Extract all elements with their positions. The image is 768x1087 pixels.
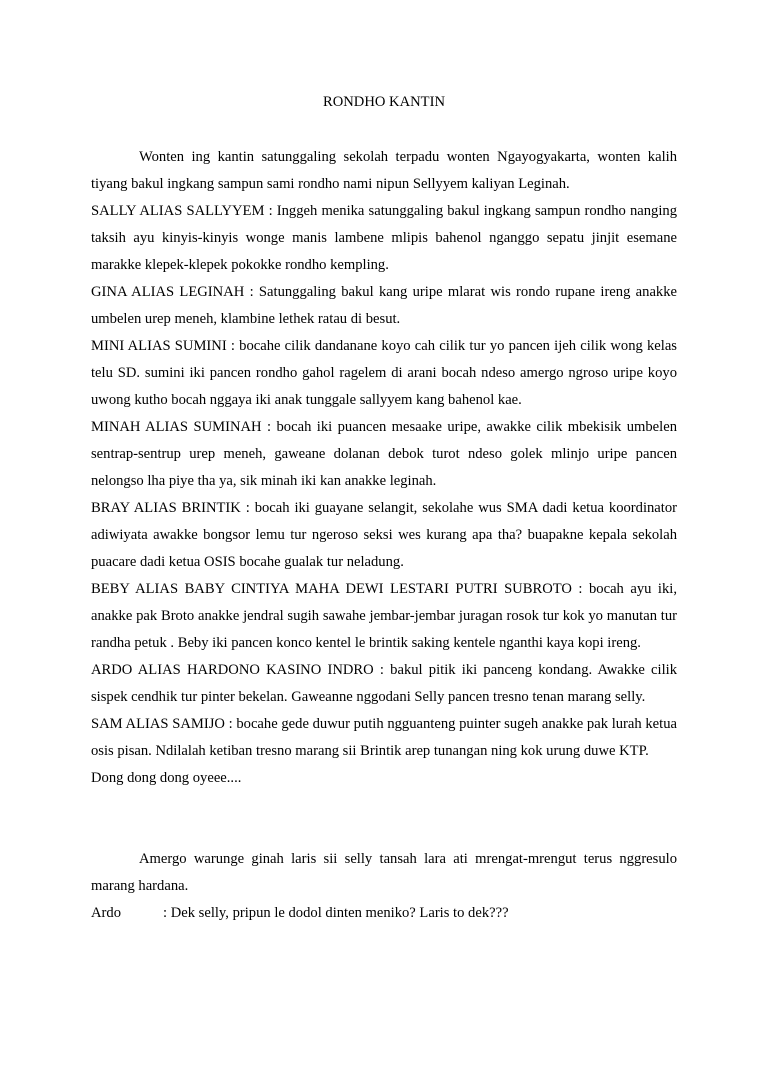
character-gina: GINA ALIAS LEGINAH : Satunggaling bakul kang uripe mlarat wis rondo rupane ireng anakke umbelen urep meneh, klambine lethek ratau di besut.: [91, 284, 677, 327]
paragraph-gap: [91, 792, 677, 846]
character-mini: MINI ALIAS SUMINI : bocahe cilik dandanane koyo cah cilik tur yo pancen ijeh cilik wong kelas telu SD. sumini iki pancen rondho gahol ragelem di arani bocah ndeso amergo ngroso uripe koyo uwong kutho bocah nggaya iki anak tunggale sallyyem kang bahenol kae.: [91, 338, 677, 408]
document-body: [91, 144, 677, 927]
dialogue-speaker: Ardo: [91, 905, 121, 921]
scene-intro: Amergo warunge ginah laris sii selly tansah lara ati mrengat-mrengut terus nggresulo marang hardana.: [91, 851, 677, 894]
character-ardo: ARDO ALIAS HARDONO KASINO INDRO : bakul pitik iki panceng kondang. Awakke cilik sispek cendhik tur pinter bekelan. Gaweanne nggodani Selly pancen tresno tenan marang selly.: [91, 662, 677, 705]
document-title: RONDHO KANTIN: [322, 94, 445, 110]
character-bray: BRAY ALIAS BRINTIK : bocah iki guayane selangit, sekolahe wus SMA dadi ketua koordinator adiwiyata awakke bongsor lemu tur ngeroso seksi wes kurang apa tha? buapakne kepala sekolah puacare dadi ketua OSIS bocahe gualak tur neladung.: [91, 500, 677, 570]
character-sam: SAM ALIAS SAMIJO : bocahe gede duwur putih ngguanteng puinter sugeh anakke pak lurah ketua osis pisan. Ndilalah ketiban tresno marang sii Brintik arep tunangan ning kok urung duwe KTP.: [91, 716, 677, 759]
intro-paragraph: Wonten ing kantin satunggaling sekolah terpadu wonten Ngayogyakarta, wonten kalih tiyang bakul ingkang sampun sami rondho nami nipun Sellyyem kaliyan Leginah.: [91, 149, 677, 192]
dialogue-text: : Dek selly, pripun le dodol dinten meniko? Laris to dek???: [163, 905, 509, 921]
dialogue-line: [91, 900, 677, 927]
closing-line: Dong dong dong oyeee....: [91, 770, 242, 786]
character-beby: BEBY ALIAS BABY CINTIYA MAHA DEWI LESTARI PUTRI SUBROTO : bocah ayu iki, anakke pak Broto anakke jendral sugih sawahe jembar-jembar juragan rosok tur kok yo manutan tur randha petuk . Beby iki pancen konco kentel le brintik saking kentele nganthi kaya kopi ireng.: [91, 581, 677, 651]
character-minah: MINAH ALIAS SUMINAH : bocah iki puancen mesaake uripe, awakke cilik mbekisik umbelen sentrap-sentrup urep meneh, gaweane dolanan debok turot ndeso golek mlinjo uripe pancen nelongso lha piye tha ya, sik minah iki kan anakke leginah.: [91, 419, 677, 489]
character-sally: SALLY ALIAS SALLYYEM : Inggeh menika satunggaling bakul ingkang sampun rondho nanging taksih ayu kinyis-kinyis wonge manis lambene mlipis bahenol nganggo sepatu jinjit esemane marakke klepek-klepek pokokke rondho kempling.: [91, 203, 677, 273]
